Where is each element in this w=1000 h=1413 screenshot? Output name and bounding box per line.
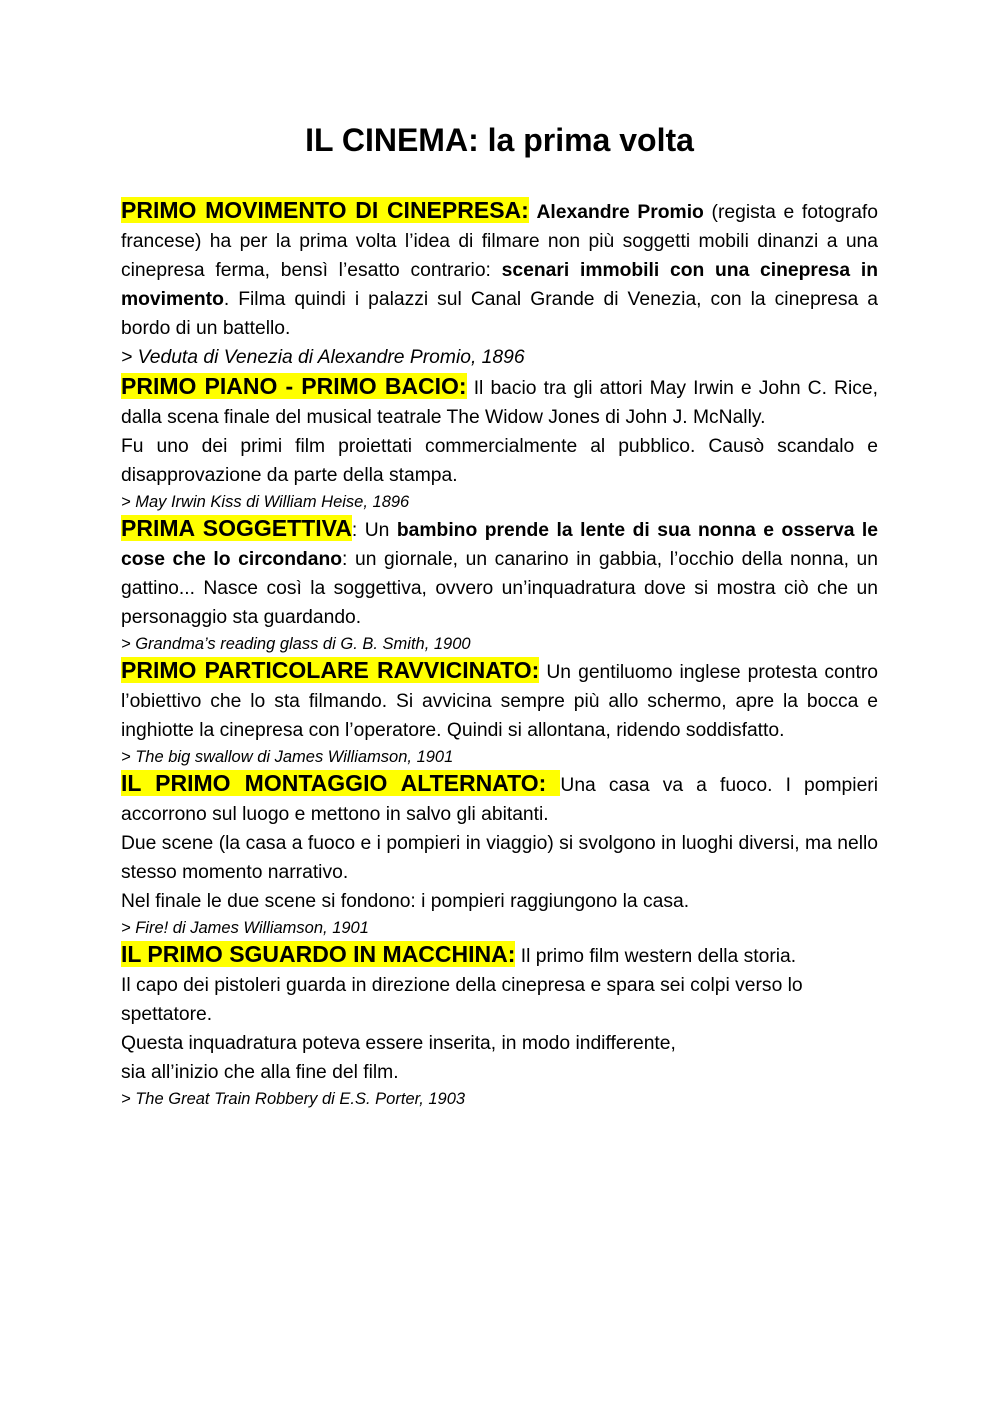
section-heading: PRIMO PARTICOLARE RAVVICINATO: xyxy=(121,657,540,683)
film-reference: > The big swallow di James Williamson, 1901 xyxy=(121,748,454,766)
section-primo-particolare xyxy=(121,656,878,769)
section-extra-paragraph: Nel finale le due scene si fondono: i pompieri raggiungono la casa. xyxy=(121,891,690,912)
text-run: Una casa va a fuoco. I pompieri accorrono sul luogo e mettono in salvo gli abitanti. xyxy=(121,775,878,825)
film-reference: > Fire! di James Williamson, 1901 xyxy=(121,919,369,937)
section-paragraph xyxy=(121,940,878,971)
bold-text-run: bambino prende la lente di sua nonna e osserva le cose che lo circondano xyxy=(121,520,879,570)
text-run: Il bacio tra gli attori May Irwin e John C. Rice, dalla scena finale del musical teatrale The Widow Jones di John J. McNally. xyxy=(121,378,878,428)
page-title: IL CINEMA: la prima volta xyxy=(305,122,694,158)
section-montaggio-alternato xyxy=(121,769,878,940)
section-heading: PRIMA SOGGETTIVA xyxy=(121,515,352,541)
film-reference: > May Irwin Kiss di William Heise, 1896 xyxy=(121,493,410,511)
text-run: Un gentiluomo inglese protesta contro l’obiettivo che lo sta filmando. Si avvicina sempre più allo schermo, apre la bocca e inghiotte la cinepresa con l’operatore. Quindi si allontana, ridendo soddisfatto. xyxy=(121,662,878,741)
section-primo-movimento xyxy=(121,196,878,372)
bold-text-run: Alexandre Promio xyxy=(536,202,704,223)
section-extra-paragraph: Due scene (la casa a fuoco e i pompieri in viaggio) si svolgono in luoghi diversi, ma nello stesso momento narrativo. xyxy=(121,833,878,883)
section-extra-paragraph: sia all’inizio che alla fine del film. xyxy=(121,1062,399,1083)
section-extra-paragraph: Questa inquadratura poteva essere inserita, in modo indifferente, xyxy=(121,1033,676,1054)
section-paragraph xyxy=(121,769,878,829)
section-heading: IL PRIMO SGUARDO IN MACCHINA: xyxy=(121,941,516,967)
text-run: . Filma quindi i palazzi sul Canal Grande di Venezia, con la cinepresa a bordo di un battello. xyxy=(121,289,878,339)
section-primo-piano xyxy=(121,372,878,514)
film-reference: > Grandma’s reading glass di G. B. Smith, 1900 xyxy=(121,635,471,653)
film-reference: > The Great Train Robbery di E.S. Porter, 1903 xyxy=(121,1090,466,1108)
section-extra-paragraph: Il capo dei pistoleri guarda in direzione della cinepresa e spara sei colpi verso lo spettatore. xyxy=(121,975,803,1025)
section-heading: IL PRIMO MONTAGGIO ALTERNATO: xyxy=(121,770,561,796)
section-heading: PRIMO MOVIMENTO DI CINEPRESA: xyxy=(121,197,529,223)
text-run: Il primo film western della storia. xyxy=(515,946,797,967)
section-paragraph xyxy=(121,372,878,432)
film-reference: > Veduta di Venezia di Alexandre Promio, 1896 xyxy=(121,347,525,368)
section-extra-paragraph: Fu uno dei primi film proiettati commercialmente al pubblico. Causò scandalo e disapprovazione da parte della stampa. xyxy=(121,436,878,486)
text-run: : Un xyxy=(351,520,397,541)
text-run: : un giornale, un canarino in gabbia, l’occhio della nonna, un gattino... Nasce così la soggettiva, ovvero un’inquadratura dove si mostra ciò che un personaggio sta guardando. xyxy=(121,549,879,628)
section-paragraph xyxy=(121,656,878,745)
section-paragraph xyxy=(121,514,878,632)
text-run: (regista e fotografo francese) ha per la prima volta l’idea di filmare non più soggetti mobili dinanzi a una cinepresa ferma, bensì l’esatto contrario: xyxy=(121,202,879,281)
text-run xyxy=(529,202,537,223)
bold-text-run: scenari immobili con una cinepresa in movimento xyxy=(121,260,878,310)
document-page xyxy=(121,120,878,1111)
section-heading: PRIMO PIANO - PRIMO BACIO: xyxy=(121,373,467,399)
section-prima-soggettiva xyxy=(121,514,878,656)
section-paragraph xyxy=(121,196,878,343)
section-sguardo-in-macchina xyxy=(121,940,878,1111)
